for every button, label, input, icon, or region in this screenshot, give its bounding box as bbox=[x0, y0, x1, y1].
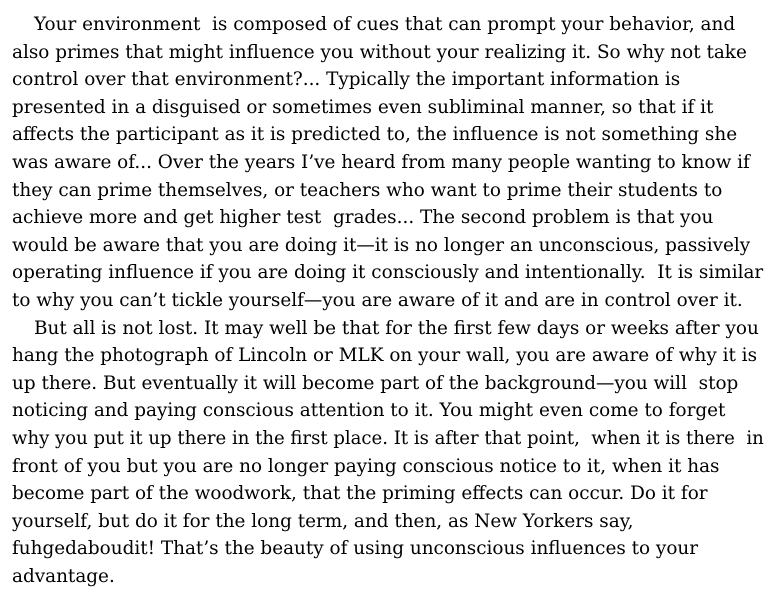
text-line: to why you can’t tickle yourself—you are aware of it and are in control over it. bbox=[12, 289, 743, 311]
paragraph-2 bbox=[12, 315, 764, 591]
text-line: up there. But eventually it will become part of the background—you will stop bbox=[12, 372, 739, 394]
text-line: noticing and paying conscious attention to it. You might even come to forget bbox=[12, 400, 726, 422]
text-line: why you put it up there in the first place. It is after that point, when it is there in bbox=[12, 427, 764, 449]
text-line: control over that environment?... Typically the important information is bbox=[12, 69, 681, 91]
text-line: was aware of... Over the years I’ve heard from many people wanting to know if bbox=[12, 151, 750, 173]
text-line: also primes that might influence you without your realizing it. So why not take bbox=[12, 41, 747, 63]
text-line: become part of the woodwork, that the priming effects can occur. Do it for bbox=[12, 483, 708, 505]
text-line: achieve more and get higher test grades... The second problem is that you bbox=[12, 207, 714, 229]
text-line: advantage. bbox=[12, 565, 115, 587]
text-line: affects the participant as it is predicted to, the influence is not something she bbox=[12, 124, 738, 146]
text-line: operating influence if you are doing it consciously and intentionally. It is similar bbox=[12, 262, 764, 284]
text-line: hang the photograph of Lincoln or MLK on your wall, you are aware of why it is bbox=[12, 345, 758, 367]
text-line: yourself, but do it for the long term, and then, as New Yorkers say, bbox=[12, 510, 634, 532]
paragraph-1 bbox=[12, 11, 764, 315]
text-line: would be aware that you are doing it—it is no longer an unconscious, passively bbox=[12, 234, 751, 256]
text-line: they can prime themselves, or teachers who want to prime their students to bbox=[12, 179, 723, 201]
text-line: But all is not lost. It may well be that for the first few days or weeks after you bbox=[34, 317, 759, 339]
text-line: front of you but you are no longer paying conscious notice to it, when it has bbox=[12, 455, 720, 477]
text-line: presented in a disguised or sometimes even subliminal manner, so that if it bbox=[12, 96, 714, 118]
text-line: Your environment is composed of cues that can prompt your behavior, and bbox=[34, 14, 736, 35]
text-line: fuhgedaboudit! That’s the beauty of using unconscious influences to your bbox=[12, 538, 699, 560]
